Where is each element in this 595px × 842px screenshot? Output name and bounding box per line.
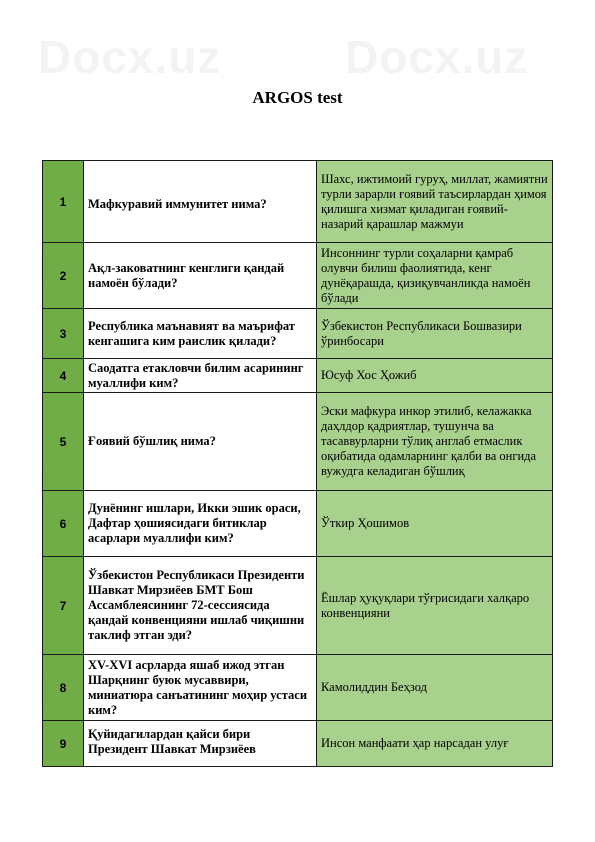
watermark [38,30,221,84]
table-row [43,393,553,491]
question-cell: Республика маънавият ва маърифат кенгашига ким раислик қилади? [84,309,317,359]
answer-cell: Инсон манфаати ҳар нарсадан улуғ [317,721,553,767]
table-row [43,491,553,557]
table-row [43,243,553,309]
answer-cell: Шахс, ижтимоий гуруҳ, миллат, жамиятни турли зарарли ғоявий таъсирлардан ҳимоя қилишга хизмат қиладиган ғоявий-назарий қарашлар мажмуи [317,161,553,243]
question-cell: Мафкуравий иммунитет нима? [84,161,317,243]
row-number: 1 [43,161,84,243]
table-row [43,359,553,393]
answer-cell: Ёшлар ҳуқуқлари тўғрисидаги халқаро конвенцияни [317,557,553,655]
answer-cell: Камолиддин Беҳзод [317,655,553,721]
answer-cell: Юсуф Хос Ҳожиб [317,359,553,393]
question-cell: XV-XVI асрларда яшаб ижод этган Шарқнинг буюк мусаввири, миниатюра санъатининг моҳир устаси ким? [84,655,317,721]
row-number: 5 [43,393,84,491]
table-row [43,655,553,721]
question-cell: Ақл-заковатнинг кенглиги қандай намоён бўлади? [84,243,317,309]
qa-table [42,160,553,767]
question-cell: Ғоявий бўшлиқ нима? [84,393,317,491]
row-number: 3 [43,309,84,359]
question-cell: Саодатга етакловчи билим асарининг муаллифи ким? [84,359,317,393]
row-number: 7 [43,557,84,655]
answer-cell: Ўзбекистон Республикаси Бошвазири ўринбосари [317,309,553,359]
watermark [345,30,528,84]
table-row [43,721,553,767]
question-cell: Дунёнинг ишлари, Икки эшик ораси, Дафтар ҳошиясидаги битиклар асарлари муаллифи ким? [84,491,317,557]
table-row [43,557,553,655]
row-number: 9 [43,721,84,767]
page-title: ARGOS test [252,88,343,107]
table-row [43,309,553,359]
answer-cell: Инсоннинг турли соҳаларни қамраб олувчи билиш фаолиятида, кенг дунёқарашда, қизиқувчанликда намоён бўлади [317,243,553,309]
table-row [43,161,553,243]
question-cell: Ўзбекистон Республикаси Президенти Шавкат Мирзиёев БМТ Бош Ассамблеясининг 72-сессиясида қандай конвенцияни ишлаб чиқишни таклиф этган эди? [84,557,317,655]
row-number: 6 [43,491,84,557]
row-number: 8 [43,655,84,721]
row-number: 4 [43,359,84,393]
answer-cell: Эски мафкура инкор этилиб, келажакка даҳлдор қадриятлар, тушунча ва тасаввурларни тўлиқ англаб етмаслик оқибатида одамларнинг қалби ва онгида вужудга келадиган бўшлиқ [317,393,553,491]
row-number: 2 [43,243,84,309]
answer-cell: Ўткир Ҳошимов [317,491,553,557]
question-cell: Қуйидагилардан қайси бири Президент Шавкат Мирзиёев [84,721,317,767]
